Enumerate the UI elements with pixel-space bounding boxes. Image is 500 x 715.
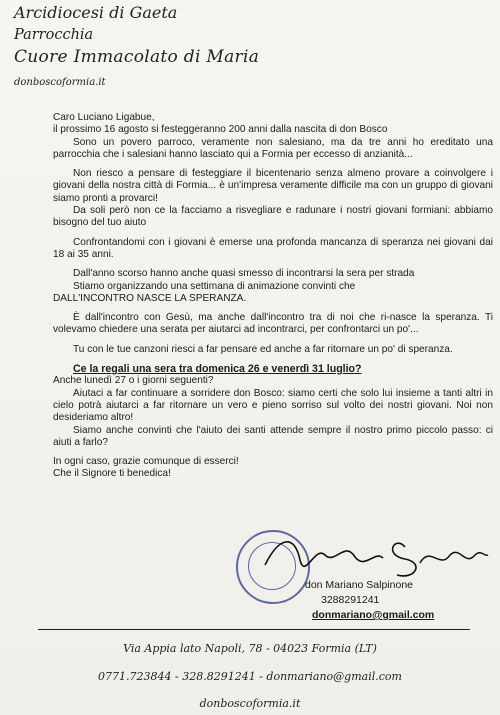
closing-1: In ogni caso, grazie comunque di esserci! — [53, 456, 239, 468]
header-website: donboscoformia.it — [14, 77, 106, 88]
closing-2: Che il Signore ti benedica! — [53, 468, 171, 480]
header-parish-name: Cuore Immacolato di Maria — [14, 47, 260, 67]
signer-name: don Mariano Salpinone — [305, 579, 413, 591]
paragraph-9b: Anche lunedì 27 o i giorni seguenti? — [53, 375, 214, 387]
paragraph-1b: Sono un povero parroco, veramente non salesiano, ma da tre anni ho ereditato una parrocchia che i salesiani hanno lasciato qui a Formia per eccesso di anzianità... — [53, 136, 493, 160]
paragraph-3: Da soli però non ce la facciamo a risvegliare e radunare i nostri giovani formiani: abbiamo bisogno del tuo aiuto — [53, 205, 493, 229]
footer-address: Via Appia lato Napoli, 78 - 04023 Formia (LT) — [123, 642, 377, 655]
signer-phone: 3288291241 — [321, 594, 380, 606]
paragraph-11: Siamo anche convinti che l'aiuto dei santi attende sempre il nostro primo piccolo passo: ci aiuti a farlo? — [53, 424, 493, 448]
paragraph-4: Confrontandomi con i giovani è emerse una profonda mancanza di speranza nei giovani dai 18 ai 35 anni. — [53, 236, 493, 260]
letter-body — [53, 112, 493, 481]
paragraph-7: È dall'incontro con Gesù, ma anche dall'incontro tra di noi che ri-nasce la speranza. Ti volevamo chiedere una serata per aiutarci ad incontrarci, per confrontarci un po'... — [53, 312, 493, 336]
greeting: Caro Luciano Ligabue, — [53, 112, 155, 123]
paragraph-6a: Stiamo organizzando una settimana di animazione convinti che — [73, 280, 356, 292]
paragraph-6b: DALL'INCONTRO NASCE LA SPERANZA. — [53, 292, 247, 304]
header-diocese: Arcidiocesi di Gaeta — [14, 3, 178, 22]
paragraph-2: Non riesco a pensare di festeggiare il bicentenario senza almeno provare a coinvolgere i giovani della nostra città di Formia... è un'impresa veramente difficile ma con un gruppo di giovani siamo pronti a provarci! — [53, 168, 493, 204]
handwritten-signature — [255, 525, 490, 585]
footer-divider — [38, 629, 470, 630]
paragraph-8: Tu con le tue canzoni riesci a far pensare ed anche a far ritornare un po' di speranza. — [73, 343, 453, 355]
header-parish-label: Parrocchia — [14, 27, 94, 43]
paragraph-10: Aiutaci a far continuare a sorridere don Bosco: siamo certi che solo lui insieme a tanti altri in cielo potrà aiutarci a far ritornare un vero e pieno sorriso sul volto dei nostri giovani. Noi non desideriamo altro! — [53, 387, 493, 424]
paragraph-1a: il prossimo 16 agosto si festeggeranno 200 anni dalla nascita di don Bosco — [53, 124, 388, 136]
footer-website: donboscoformia.it — [199, 697, 301, 710]
footer-contacts: 0771.723844 - 328.8291241 - donmariano@gmail.com — [98, 670, 402, 683]
signer-email[interactable]: donmariano@gmail.com — [312, 609, 435, 621]
paragraph-9a-question: Ce la regali una sera tra domenica 26 e venerdì 31 luglio? — [73, 363, 362, 376]
paragraph-5: Dall'anno scorso hanno anche quasi smesso di incontrarsi la sera per strada — [73, 268, 415, 280]
